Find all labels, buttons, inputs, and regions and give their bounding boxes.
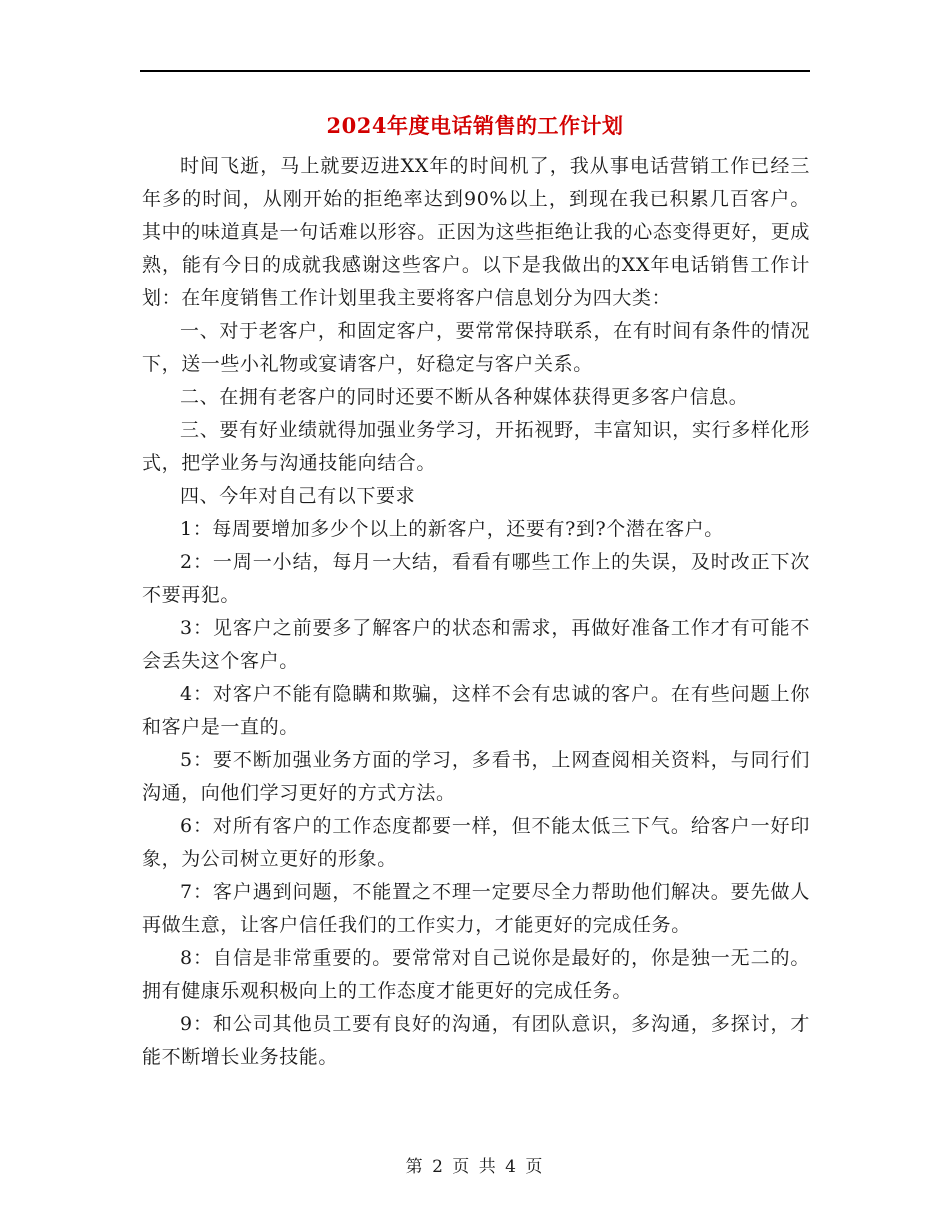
page-number-footer: 第 2 页 共 4 页 [405, 1157, 545, 1177]
intro-paragraph: 时间飞逝，马上就要迈进XX年的时间机了，我从事电话营销工作已经三年多的时间，从刚开始的拒绝率达到90%以上，到现在我已积累几百客户。其中的味道真是一句话难以形容。正因为这些拒绝让我的心态变得更好，更成熟，能有今日的成就我感谢这些客户。以下是我做出的XX年电话销售工作计划：在年度销售工作计划里我主要将客户信息划分为四大类： [142, 155, 810, 309]
requirement-item-3: 3：见客户之前要多了解客户的状态和需求，再做好准备工作才有可能不会丢失这个客户。 [142, 617, 810, 672]
category-four-heading: 四、今年对自己有以下要求 [180, 485, 416, 507]
requirement-item-4: 4：对客户不能有隐瞒和欺骗，这样不会有忠诚的客户。在有些问题上你和客户是一直的。 [142, 683, 810, 738]
requirement-item-6: 6：对所有客户的工作态度都要一样，但不能太低三下气。给客户一好印象，为公司树立更好的形象。 [142, 815, 810, 870]
category-three-paragraph: 三、要有好业绩就得加强业务学习，开拓视野，丰富知识，实行多样化形式，把学业务与沟通技能向结合。 [142, 419, 810, 474]
requirement-item-1: 1：每周要增加多少个以上的新客户，还要有?到?个潜在客户。 [180, 518, 724, 540]
requirement-item-8: 8：自信是非常重要的。要常常对自己说你是最好的，你是独一无二的。拥有健康乐观积极向上的工作态度才能更好的完成任务。 [142, 947, 810, 1002]
category-two-paragraph: 二、在拥有老客户的同时还要不断从各种媒体获得更多客户信息。 [180, 386, 749, 408]
document-title: 2024年度电话销售的工作计划 [326, 113, 624, 138]
requirement-item-5: 5：要不断加强业务方面的学习，多看书，上网查阅相关资料，与同行们沟通，向他们学习更好的方式方法。 [142, 749, 810, 804]
header-rule [140, 70, 810, 72]
requirement-item-2: 2：一周一小结，每月一大结，看看有哪些工作上的失误，及时改正下次不要再犯。 [142, 551, 810, 606]
requirement-item-7: 7：客户遇到问题，不能置之不理一定要尽全力帮助他们解决。要先做人再做生意，让客户信任我们的工作实力，才能更好的完成任务。 [142, 881, 810, 936]
document-body [142, 150, 810, 1074]
category-one-paragraph: 一、对于老客户，和固定客户，要常常保持联系，在有时间有条件的情况下，送一些小礼物或宴请客户，好稳定与客户关系。 [142, 320, 810, 375]
requirement-item-9: 9：和公司其他员工要有良好的沟通，有团队意识，多沟通，多探讨，才能不断增长业务技能。 [142, 1013, 810, 1068]
